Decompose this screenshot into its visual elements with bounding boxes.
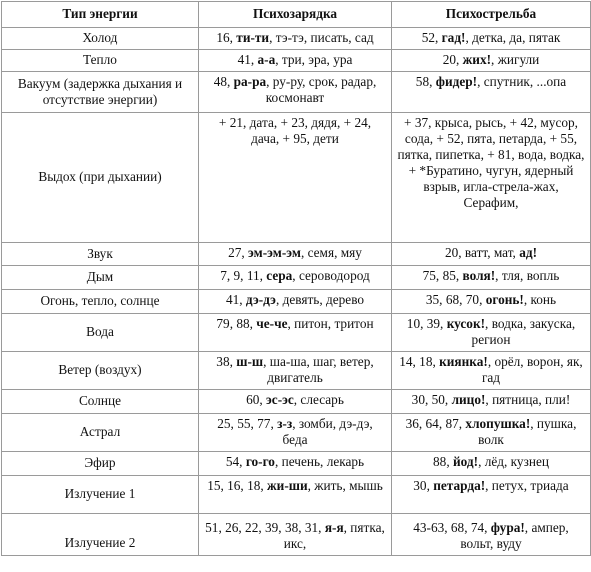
cell-text: 15, 16, 18, [207, 478, 268, 493]
cell-text: 79, 88, [216, 316, 257, 331]
highlight-word: фура! [490, 520, 525, 535]
psycho-shooting-cell [392, 452, 591, 476]
cell-text: 10, 39, [406, 316, 447, 331]
highlight-word: го-го [245, 454, 275, 469]
table-row [2, 476, 591, 514]
cell-text: , три, эра, ура [275, 52, 353, 67]
psycho-charge-cell [199, 290, 392, 314]
psycho-shooting-cell [392, 352, 591, 390]
cell-text: 30, [413, 478, 434, 493]
table-row [2, 28, 591, 50]
cell-text: , пушка, волк [478, 416, 577, 447]
highlight-word: ти-ти [236, 30, 270, 45]
cell-text: , семя, мяу [300, 245, 362, 260]
cell-text: + 21, дата, + 23, дядя, + 24, дача, + 95, дети [218, 115, 372, 146]
cell-text: , печень, лекарь [274, 454, 365, 469]
psycho-charge-cell [199, 72, 392, 113]
psycho-shooting-cell [392, 28, 591, 50]
psycho-shooting-cell [392, 314, 591, 352]
cell-text: 16, [216, 30, 237, 45]
psycho-charge-cell [199, 414, 392, 452]
cell-text: 36, 64, 87, [405, 416, 466, 431]
cell-text: , ша-ша, шаг, ветер, двигатель [263, 354, 374, 385]
highlight-word: гад! [441, 30, 466, 45]
psycho-charge-cell [199, 514, 392, 556]
highlight-word: фидер! [435, 74, 478, 89]
cell-text: 88, [433, 454, 453, 469]
table-row [2, 243, 591, 266]
psycho-shooting-cell [392, 514, 591, 556]
cell-text: 52, [421, 30, 442, 45]
energy-type-cell: Холод [2, 28, 199, 50]
cell-text: , петух, триада [485, 478, 569, 493]
highlight-word: эс-эс [266, 392, 294, 407]
cell-text: 54, [225, 454, 246, 469]
energy-type-cell: Звук [2, 243, 199, 266]
cell-text: , тля, вопль [495, 268, 560, 283]
cell-text: 60, [246, 392, 267, 407]
table-row [2, 72, 591, 113]
psycho-shooting-cell [392, 390, 591, 414]
highlight-word: йод! [452, 454, 479, 469]
psycho-charge-cell [199, 314, 392, 352]
table-row [2, 50, 591, 72]
psycho-charge-cell [199, 266, 392, 290]
cell-text: , тэ-тэ, писать, сад [269, 30, 374, 45]
cell-text: 58, [415, 74, 436, 89]
cell-text: 41, [237, 52, 258, 67]
highlight-word: че-че [256, 316, 288, 331]
psycho-shooting-cell [392, 266, 591, 290]
energy-type-cell: Огонь, тепло, солнце [2, 290, 199, 314]
cell-text: 25, 55, 77, [217, 416, 278, 431]
cell-text: 27, [228, 245, 249, 260]
highlight-word: жи-ши [267, 478, 308, 493]
header-energy-type: Тип энергии [2, 2, 199, 28]
cell-text: , спутник, ...опа [477, 74, 567, 89]
cell-text: 38, [216, 354, 237, 369]
highlight-word: сера [266, 268, 293, 283]
cell-text: 48, [213, 74, 234, 89]
cell-text: 20, ватт, мат, [444, 245, 520, 260]
psycho-shooting-cell [392, 113, 591, 243]
energy-type-cell: Вода [2, 314, 199, 352]
cell-text: , сероводород [292, 268, 370, 283]
highlight-word: воля! [462, 268, 496, 283]
cell-text: 30, 50, [411, 392, 452, 407]
cell-text: , ампер, вольт, вуду [460, 520, 569, 551]
cell-text: , пятница, пли! [485, 392, 571, 407]
cell-text: 51, 26, 22, 39, 38, 31, [205, 520, 325, 535]
cell-text: + 37, крыса, рысь, + 42, мусор, сода, + 52, пята, петарда, + 55, пятка, пипетка, + 81, вода, водка, + *Буратино, чугун, ядерный взрыв, игла-стрела-жах, Серафим, [397, 115, 585, 210]
table-row [2, 514, 591, 556]
psycho-shooting-cell [392, 243, 591, 266]
psycho-charge-cell [199, 390, 392, 414]
cell-text: 20, [442, 52, 463, 67]
cell-text: 35, 68, 70, [425, 292, 486, 307]
highlight-word: огонь! [485, 292, 524, 307]
table-row [2, 452, 591, 476]
cell-text: , ру-ру, срок, радар, космонавт [265, 74, 377, 105]
cell-text: 75, 85, [422, 268, 463, 283]
highlight-word: эм-эм-эм [248, 245, 301, 260]
energy-type-cell: Тепло [2, 50, 199, 72]
cell-text: , орёл, ворон, як, гад [481, 354, 583, 385]
table-row [2, 314, 591, 352]
header-psycho-charge: Психозарядка [199, 2, 392, 28]
highlight-word: я-я [324, 520, 344, 535]
energy-type-cell: Эфир [2, 452, 199, 476]
highlight-word: дэ-дэ [245, 292, 276, 307]
highlight-word: кусок! [446, 316, 486, 331]
table-row [2, 414, 591, 452]
highlight-word: а-а [257, 52, 276, 67]
table-row [2, 290, 591, 314]
psycho-shooting-cell [392, 290, 591, 314]
cell-text: , девять, дерево [275, 292, 365, 307]
energy-type-cell: Дым [2, 266, 199, 290]
energy-type-cell: Излучение 2 [2, 514, 199, 556]
energy-table [1, 1, 591, 556]
psycho-shooting-cell [392, 476, 591, 514]
highlight-word: жих! [462, 52, 492, 67]
table-row [2, 352, 591, 390]
psycho-charge-cell [199, 476, 392, 514]
header-psycho-shooting: Психострельба [392, 2, 591, 28]
cell-text: , питон, тритон [287, 316, 374, 331]
cell-text: , детка, да, пятак [465, 30, 561, 45]
energy-type-cell: Излучение 1 [2, 476, 199, 514]
cell-text: , водка, закуска, регион [471, 316, 576, 347]
cell-text: , жигули [491, 52, 540, 67]
psycho-charge-cell [199, 243, 392, 266]
cell-text: 14, 18, [399, 354, 440, 369]
psycho-charge-cell [199, 28, 392, 50]
highlight-word: з-з [277, 416, 293, 431]
cell-text: , пятка, икс, [283, 520, 385, 551]
psycho-charge-cell [199, 113, 392, 243]
cell-text: 7, 9, 11, [220, 268, 267, 283]
energy-type-cell: Солнце [2, 390, 199, 414]
cell-text: , слесарь [293, 392, 344, 407]
psycho-shooting-cell [392, 414, 591, 452]
header-row [2, 2, 591, 28]
energy-type-cell: Выдох (при дыхании) [2, 113, 199, 243]
table-row [2, 266, 591, 290]
cell-text: , жить, мышь [307, 478, 383, 493]
psycho-shooting-cell [392, 72, 591, 113]
psycho-charge-cell [199, 352, 392, 390]
psycho-shooting-cell [392, 50, 591, 72]
highlight-word: ра-ра [233, 74, 267, 89]
highlight-word: лицо! [451, 392, 486, 407]
cell-text: , конь [523, 292, 557, 307]
highlight-word: ш-ш [236, 354, 264, 369]
table-row [2, 390, 591, 414]
cell-text: 43-63, 68, 74, [413, 520, 491, 535]
table-row [2, 113, 591, 243]
psycho-charge-cell [199, 50, 392, 72]
highlight-word: ад! [519, 245, 538, 260]
energy-type-cell: Ветер (воздух) [2, 352, 199, 390]
highlight-word: киянка! [439, 354, 488, 369]
energy-type-cell: Вакуум (задержка дыхания и отсутствие энергии) [2, 72, 199, 113]
cell-text: , лёд, кузнец [478, 454, 549, 469]
cell-text: , зомби, дэ-дэ, беда [282, 416, 373, 447]
highlight-word: хлопушка! [465, 416, 531, 431]
energy-type-cell: Астрал [2, 414, 199, 452]
cell-text: 41, [225, 292, 246, 307]
psycho-charge-cell [199, 452, 392, 476]
highlight-word: петарда! [433, 478, 486, 493]
